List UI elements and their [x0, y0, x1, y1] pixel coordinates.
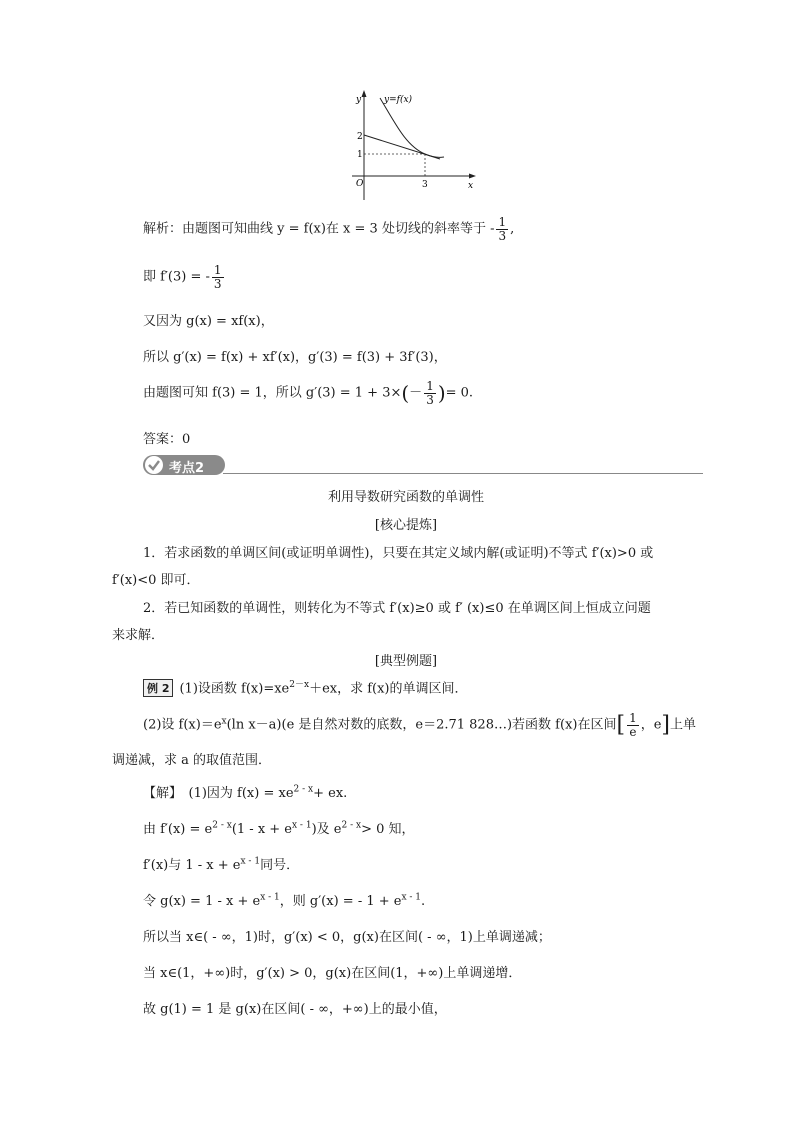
fraction	[627, 712, 639, 738]
solution-text: 解析：由题图可知曲线 y = f(x)在 x = 3 处切线的斜率等于 -	[143, 221, 495, 237]
example-tag: 例 2	[143, 679, 173, 697]
core-point-2a: 2．若已知函数的单调性，则转化为不等式 f′(x)≥0 或 f′ (x)≤0 在单调区间上恒成立问题	[143, 601, 651, 616]
superscript: 2－x	[289, 680, 310, 690]
superscript: x - 1	[260, 892, 280, 903]
solution-line-5: 由题图可知 f(3) = 1，所以 g′(3) = 1 + 3×(－ $\frac{1}{3}$ )= 0.	[143, 379, 474, 407]
proof-text: f′(x)与 1 - x + e	[143, 858, 241, 873]
solution-text: = 0.	[445, 385, 474, 401]
superscript: x	[221, 716, 227, 727]
proof-text: 令 g(x) = 1 - x + e	[143, 894, 261, 909]
proof-text: )及 e	[311, 822, 342, 837]
solution-line-4: 所以 g′(x) = f(x) + xf′(x)，g′(3) = f(3) + 3f′(3)，	[143, 350, 447, 365]
fraction-numerator: 1	[498, 215, 507, 229]
core-point-2b: 来求解．	[112, 628, 165, 643]
superscript: 2 - x	[293, 784, 314, 795]
axis-y-label: y	[356, 95, 362, 105]
axis-x-label: x	[468, 181, 474, 191]
fraction	[212, 264, 224, 290]
proof-line-6: 当 x∈(1，+∞)时，g′(x) > 0，g(x)在区间(1，+∞)上单调递增．	[143, 966, 522, 981]
solution-text: 即 f′(3) = -	[143, 269, 210, 285]
origin-label: O	[356, 179, 364, 189]
section-badge-label: 考点2	[169, 461, 205, 476]
solution-line-3: 又因为 g(x) = xf(x)，	[143, 314, 274, 329]
fraction-denominator: 3	[426, 392, 434, 407]
proof-text: 由 f′(x) = e	[143, 822, 213, 837]
example-q1	[143, 677, 468, 697]
solution-text: 由题图可知 f(3) = 1，所以 g′(3) = 1 + 3×	[143, 385, 402, 401]
proof-text: > 0 知，	[361, 822, 415, 837]
core-point-1a: 1．若求函数的单调区间(或证明单调性)，只要在其定义域内解(或证明)不等式 f′(x)>0 或	[143, 546, 654, 561]
proof-text: .	[421, 894, 426, 909]
proof-text: 同号．	[260, 858, 300, 873]
question-text: 上单	[670, 717, 697, 733]
fraction-denominator: 3	[498, 228, 507, 243]
proof-line-5: 所以当 x∈( - ∞，1)时，g′(x) < 0，g(x)在区间( - ∞，1)上单调递减；	[143, 930, 551, 945]
superscript: 2 - x	[341, 820, 362, 831]
answer: 答案：0	[143, 432, 191, 447]
proof-text: + ex.	[313, 786, 348, 801]
fraction	[424, 380, 436, 406]
proof-line-3	[143, 854, 299, 873]
proof-text: ，则 g′(x) = - 1 + e	[279, 894, 402, 909]
function-graph	[340, 88, 480, 206]
tick-3: 3	[422, 180, 428, 190]
fraction-denominator: e	[629, 724, 637, 739]
section-badge-bar	[143, 455, 703, 477]
superscript: 2 - x	[212, 820, 232, 831]
fraction-numerator: 1	[213, 263, 222, 277]
proof-line-7: 故 g(1) = 1 是 g(x)在区间( - ∞，+∞)上的最小值，	[143, 1002, 447, 1017]
example-q2: (2)设 $f(x)=e^x(\ln$ x－a)(e 是自然对数的底数，e＝2.71 828…)若函数 f(x)在区间[ $\frac{1}{e}$ ，e]上单	[143, 711, 697, 739]
section-badge	[143, 455, 225, 475]
proof-line-4	[143, 890, 425, 909]
check-icon	[145, 456, 163, 474]
curve-label: y=f(x)	[384, 95, 413, 105]
tick-2: 2	[357, 132, 363, 142]
fraction-numerator: 1	[426, 379, 434, 393]
example-q2-cont: 调递减，求 a 的取值范围．	[112, 753, 272, 768]
solution-line-2	[143, 264, 226, 290]
section-divider	[223, 473, 703, 474]
question-text: ＋ex，求 f(x)的单调区间．	[309, 681, 468, 697]
fraction-numerator: 1	[629, 711, 637, 725]
question-text: (2)设 f(x)＝e	[143, 717, 222, 733]
proof-text: 【解】 (1)因为 f(x) = xe	[143, 786, 294, 801]
superscript: x - 1	[401, 892, 422, 903]
question-text: ，e	[640, 717, 662, 733]
superscript: x - 1	[240, 856, 261, 867]
section-title: 利用导数研究函数的单调性	[327, 490, 484, 505]
proof-line-1	[143, 782, 347, 801]
core-point-1b: f′(x)<0 即可．	[112, 573, 200, 588]
solution-text: ,	[510, 221, 515, 237]
proof-line-2	[143, 818, 415, 837]
proof-text: (1 - x + e	[231, 822, 292, 837]
question-text: (ln x－a)(e 是自然对数的底数，e＝2.71 828…)若函数 f(x)在区间	[226, 717, 617, 733]
solution-line-1	[143, 216, 514, 242]
question-text: (1)设函数 f(x)=xe	[179, 681, 290, 697]
example-heading: [典型例题]	[374, 654, 438, 669]
superscript: x - 1	[292, 820, 312, 831]
fraction-denominator: 3	[213, 276, 222, 291]
tick-1: 1	[357, 150, 363, 160]
core-heading: [核心提炼]	[374, 518, 438, 533]
fraction	[496, 216, 508, 242]
